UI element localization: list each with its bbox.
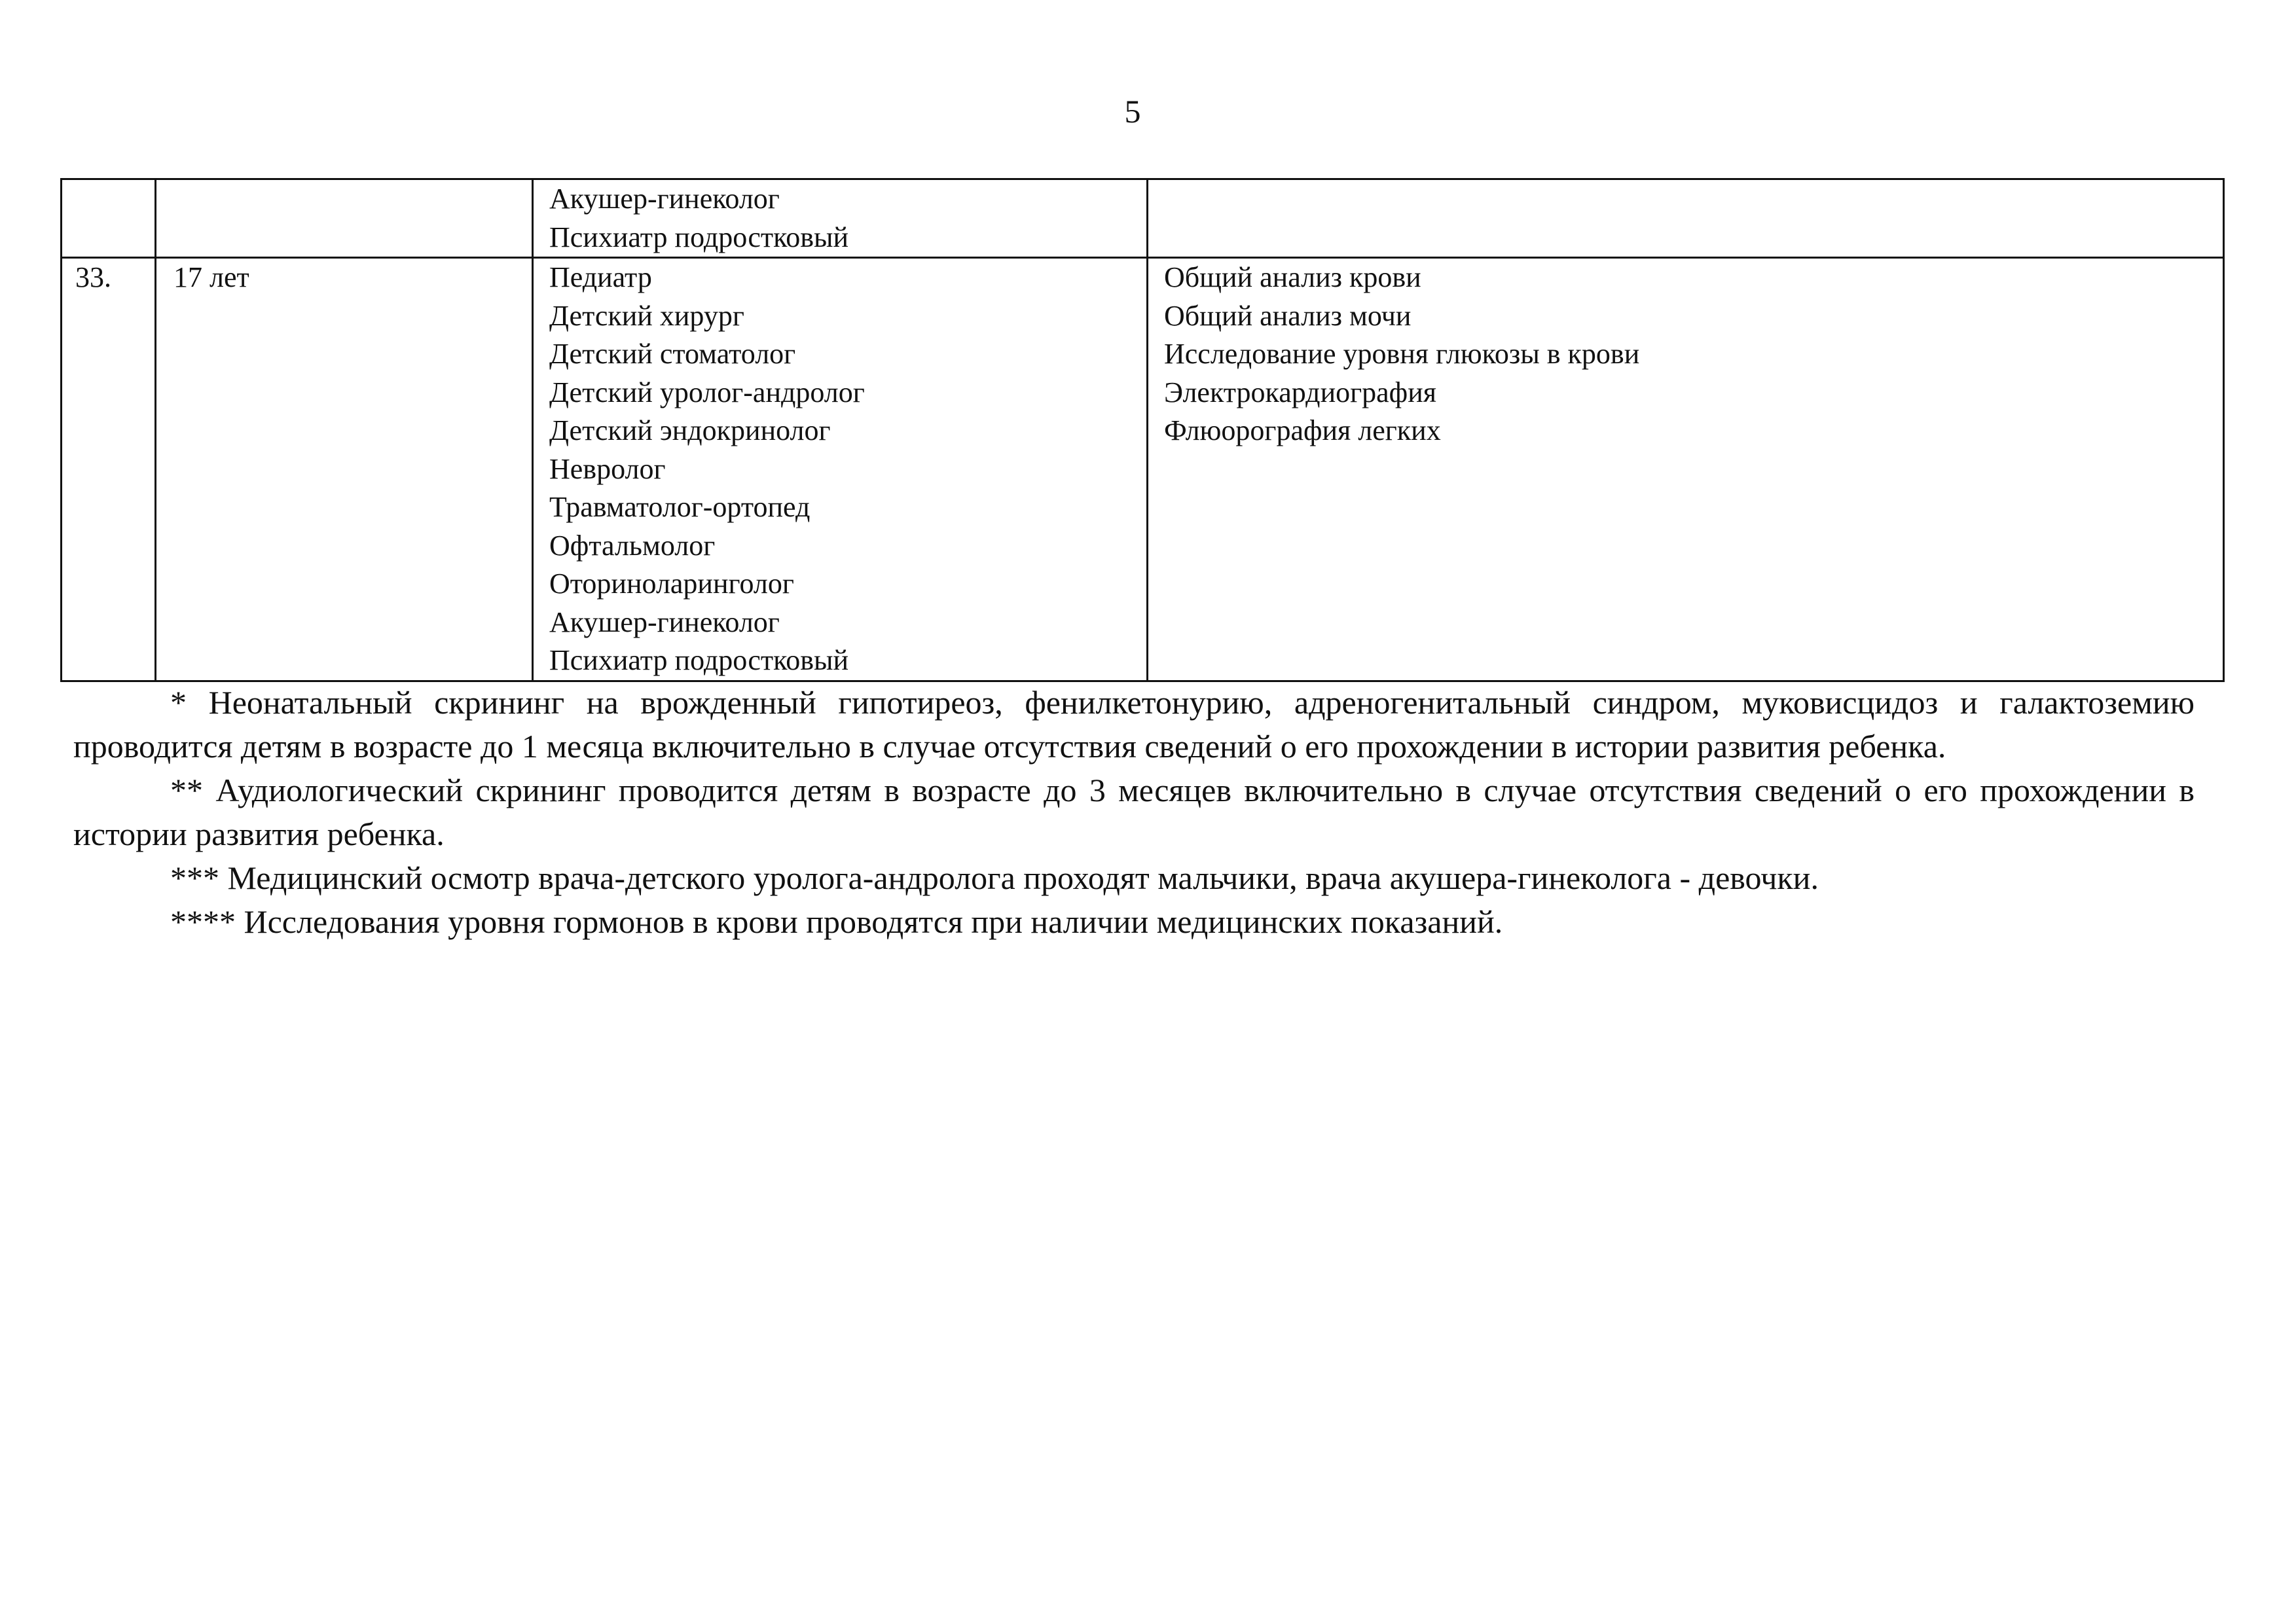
specialist-item: Педиатр [549, 261, 652, 293]
page-number: 5 [1124, 93, 1141, 130]
specialist-item: Акушер-гинеколог [549, 605, 780, 638]
specialist-item: Невролог [549, 452, 666, 485]
specialist-item: Психиатр подростковый [549, 644, 849, 676]
specialist-item: Психиатр подростковый [549, 221, 849, 253]
table-row-33 [62, 258, 2224, 681]
table-row-continuation [62, 179, 2224, 258]
exam-item: Общий анализ мочи [1164, 299, 1412, 332]
specialist-item: Акушер-гинеколог [549, 183, 780, 215]
exams-cell [1148, 258, 2224, 681]
exam-item: Электрокардиография [1164, 376, 1436, 408]
specialists-cell [533, 258, 1148, 681]
specialists-cell [533, 179, 1148, 258]
age-cell: 17 лет [156, 258, 533, 681]
exam-item: Флюорография легких [1164, 414, 1441, 446]
footnotes [73, 681, 2195, 944]
exam-item: Исследование уровня глюкозы в крови [1164, 338, 1640, 370]
specialist-item: Детский хирург [549, 299, 744, 332]
specialist-item: Офтальмолог [549, 529, 716, 562]
specialist-item: Детский стоматолог [549, 338, 796, 370]
specialist-item: Травматолог-ортопед [549, 491, 811, 523]
footnote-audiological-screening: ** Аудиологический скрининг проводится детям в возрасте до 3 месяцев включительно в случае отсутствия сведений о его прохождении в истории развития ребенка. [73, 772, 2195, 852]
footnote-neonatal-screening: * Неонатальный скрининг на врожденный гипотиреоз, фенилкетонурию, адреногенитальный синдром, муковисцидоз и галактоземию проводится детям в возрасте до 1 месяца включительно в случае отсутствия сведений о его прохождении в истории развития ребенка. [73, 684, 2195, 765]
footnote-hormone-tests: **** Исследования уровня гормонов в крови проводятся при наличии медицинских показаний. [170, 903, 1503, 940]
specialist-item: Детский уролог-андролог [549, 376, 865, 408]
specialist-item: Детский эндокринолог [549, 414, 831, 446]
age-cell [156, 179, 533, 258]
specialist-item: Оториноларинголог [549, 568, 794, 600]
examination-schedule-table [60, 178, 2225, 682]
footnote-urologist-gynecologist: *** Медицинский осмотр врача-детского уролога-андролога проходят мальчики, врача акушера-гинеколога - девочки. [170, 859, 1819, 896]
exam-item: Общий анализ крови [1164, 261, 1421, 293]
row-number-cell: 33. [62, 258, 156, 681]
row-number-cell [62, 179, 156, 258]
exams-cell [1148, 179, 2224, 258]
